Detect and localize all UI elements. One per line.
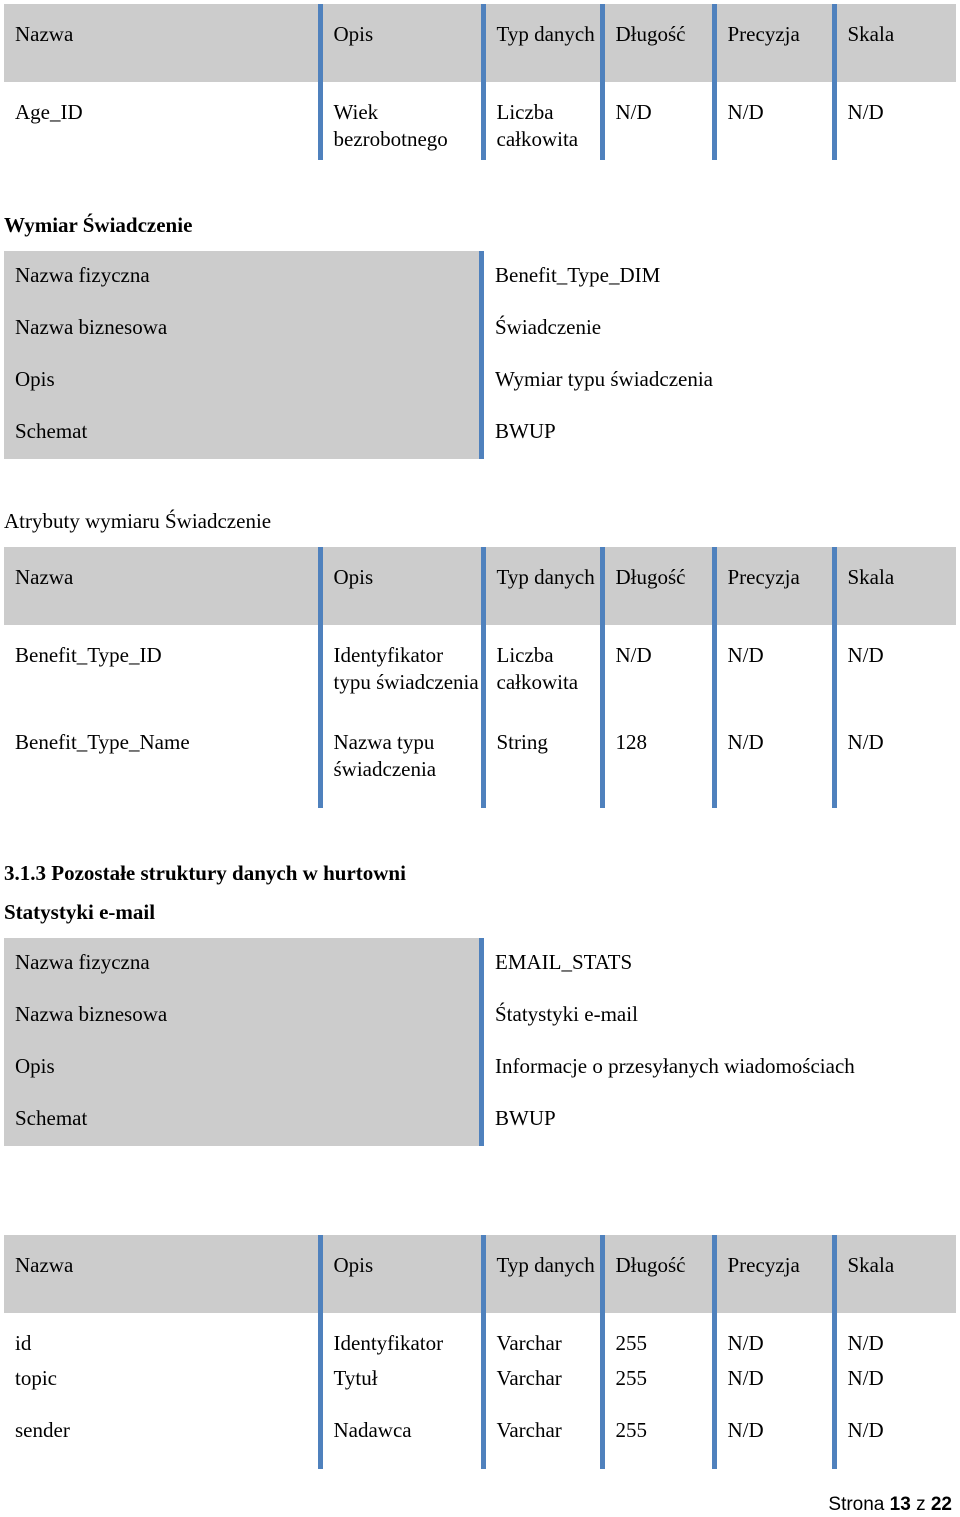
cell-dlugosc: 128 — [602, 729, 714, 808]
cell-dlugosc: 255 — [602, 1365, 714, 1417]
prop-key: Nazwa biznesowa — [4, 303, 482, 355]
column-header-skala: Skala — [834, 4, 956, 82]
prop-key: Nazwa fizyczna — [4, 938, 482, 990]
email-stats-attributes-table — [4, 1235, 956, 1469]
column-header-typ: Typ danych — [483, 1235, 602, 1313]
cell-typ: String — [483, 729, 602, 808]
section-heading: 3.1.3 Pozostałe struktury danych w hurtowni — [4, 861, 406, 885]
column-header-nazwa: Nazwa — [4, 547, 320, 625]
cell-dlugosc: 255 — [602, 1417, 714, 1469]
cell-skala: N/D — [834, 1417, 956, 1469]
prop-row — [4, 990, 956, 1042]
prop-value: Benefit_Type_DIM — [482, 251, 957, 303]
cell-nazwa: Benefit_Type_ID — [4, 625, 320, 729]
column-header-opis: Opis — [320, 547, 483, 625]
prop-key: Schemat — [4, 407, 482, 459]
prop-value: Wymiar typu świadczenia — [482, 355, 957, 407]
table-row — [4, 82, 956, 160]
table-header-row — [4, 1235, 956, 1313]
column-header-dlugosc: Długość — [602, 1235, 714, 1313]
page-footer — [828, 1493, 952, 1517]
cell-typ: Varchar — [483, 1365, 602, 1417]
cell-nazwa: Benefit_Type_Name — [4, 729, 320, 808]
cell-typ: Liczba całkowita — [483, 82, 602, 160]
prop-row — [4, 407, 956, 459]
cell-typ: Varchar — [483, 1417, 602, 1469]
column-header-precyzja: Precyzja — [714, 4, 834, 82]
cell-opis: Wiek bezrobotnego — [320, 82, 483, 160]
prop-value: BWUP — [482, 1094, 957, 1146]
prop-value: Śtatystyki e-mail — [482, 990, 957, 1042]
cell-precyzja: N/D — [714, 625, 834, 729]
prop-value: Świadczenie — [482, 303, 957, 355]
prop-value: EMAIL_STATS — [482, 938, 957, 990]
cell-opis: Nazwa typu świadczenia — [320, 729, 483, 808]
cell-dlugosc: N/D — [602, 625, 714, 729]
prop-value: Informacje o przesyłanych wiadomościach — [482, 1042, 957, 1094]
table-row — [4, 625, 956, 729]
dimension-title: Wymiar Świadczenie — [4, 213, 193, 237]
prop-row — [4, 303, 956, 355]
cell-precyzja: N/D — [714, 82, 834, 160]
email-stats-props — [4, 938, 956, 1146]
column-header-dlugosc: Długość — [602, 547, 714, 625]
table-row — [4, 1313, 956, 1365]
cell-precyzja: N/D — [714, 729, 834, 808]
column-header-opis: Opis — [320, 1235, 483, 1313]
cell-nazwa: sender — [4, 1417, 320, 1469]
table-header-row — [4, 547, 956, 625]
cell-skala: N/D — [834, 1313, 956, 1365]
cell-skala: N/D — [834, 1365, 956, 1417]
prop-row — [4, 355, 956, 407]
table-header-row — [4, 4, 956, 82]
cell-precyzja: N/D — [714, 1313, 834, 1365]
attributes-title: Atrybuty wymiaru Świadczenie — [4, 509, 272, 533]
cell-dlugosc: 255 — [602, 1313, 714, 1365]
column-header-opis: Opis — [320, 4, 483, 82]
prop-key: Nazwa biznesowa — [4, 990, 482, 1042]
cell-nazwa: Age_ID — [4, 82, 320, 160]
cell-skala: N/D — [834, 729, 956, 808]
table-row — [4, 729, 956, 808]
footer-total-pages: 22 — [930, 1494, 952, 1515]
column-header-precyzja: Precyzja — [714, 1235, 834, 1313]
column-header-skala: Skala — [834, 547, 956, 625]
prop-row — [4, 251, 956, 303]
cell-opis: Nadawca — [320, 1417, 483, 1469]
column-header-typ: Typ danych — [483, 4, 602, 82]
age-attributes-table — [4, 4, 956, 160]
table-row — [4, 1417, 956, 1469]
prop-row — [4, 1042, 956, 1094]
cell-skala: N/D — [834, 82, 956, 160]
footer-separator: z — [916, 1494, 926, 1515]
cell-opis: Identyfikator typu świadczenia — [320, 625, 483, 729]
cell-typ: Varchar — [483, 1313, 602, 1365]
prop-key: Schemat — [4, 1094, 482, 1146]
cell-typ: Liczba całkowita — [483, 625, 602, 729]
footer-prefix: Strona — [828, 1494, 885, 1515]
column-header-skala: Skala — [834, 1235, 956, 1313]
column-header-nazwa: Nazwa — [4, 4, 320, 82]
table-row — [4, 1365, 956, 1417]
prop-row — [4, 1094, 956, 1146]
prop-value: BWUP — [482, 407, 957, 459]
cell-nazwa: topic — [4, 1365, 320, 1417]
footer-page-number: 13 — [889, 1494, 911, 1515]
cell-opis: Identyfikator — [320, 1313, 483, 1365]
prop-key: Opis — [4, 355, 482, 407]
cell-opis: Tytuł — [320, 1365, 483, 1417]
column-header-dlugosc: Długość — [602, 4, 714, 82]
prop-key: Opis — [4, 1042, 482, 1094]
cell-nazwa: id — [4, 1313, 320, 1365]
prop-row — [4, 938, 956, 990]
cell-dlugosc: N/D — [602, 82, 714, 160]
benefit-dimension-props — [4, 251, 956, 459]
column-header-typ: Typ danych — [483, 547, 602, 625]
cell-precyzja: N/D — [714, 1417, 834, 1469]
cell-skala: N/D — [834, 625, 956, 729]
benefit-attributes-table — [4, 547, 956, 808]
column-header-nazwa: Nazwa — [4, 1235, 320, 1313]
column-header-precyzja: Precyzja — [714, 547, 834, 625]
sub-heading: Statystyki e-mail — [4, 900, 156, 924]
prop-key: Nazwa fizyczna — [4, 251, 482, 303]
cell-precyzja: N/D — [714, 1365, 834, 1417]
